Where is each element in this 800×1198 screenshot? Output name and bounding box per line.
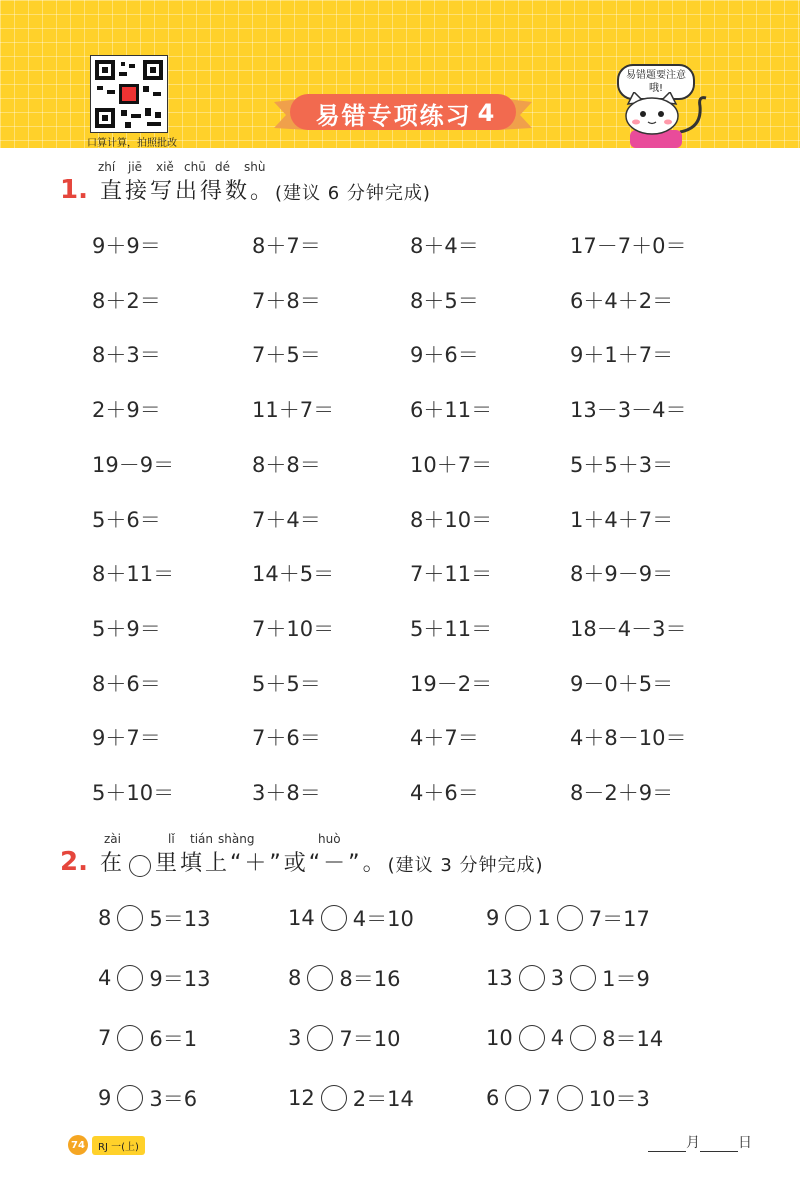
calc-problem: 1＋4＋7＝ bbox=[570, 507, 674, 532]
section-2-title bbox=[60, 846, 544, 877]
pinyin-tian: tián bbox=[190, 832, 213, 846]
section-1-title bbox=[60, 174, 431, 205]
fill-sign-problem bbox=[288, 1023, 400, 1053]
sign-blank-circle[interactable] bbox=[117, 965, 143, 991]
calc-problem: 8＋9－9＝ bbox=[570, 562, 674, 587]
pinyin-de: dé bbox=[215, 160, 230, 174]
calc-problem: 2＋9＝ bbox=[92, 398, 161, 423]
sign-blank-circle[interactable] bbox=[117, 1025, 143, 1051]
calc-problem: 4＋7＝ bbox=[410, 726, 479, 751]
calc-problem: 7＋8＝ bbox=[252, 288, 321, 313]
page-title-text: 易错专项练习 bbox=[315, 101, 472, 130]
problem-part: 5＝13 bbox=[149, 907, 211, 931]
sign-blank-circle[interactable] bbox=[321, 1085, 347, 1111]
sign-blank-circle[interactable] bbox=[519, 965, 545, 991]
problem-part: 13 bbox=[486, 966, 513, 990]
calc-problem: 5＋9＝ bbox=[92, 616, 161, 641]
pinyin-zhi: zhí bbox=[98, 160, 116, 174]
page-number: 74 bbox=[68, 1135, 88, 1155]
calc-problem: 5＋6＝ bbox=[92, 507, 161, 532]
fill-sign-problem bbox=[288, 963, 400, 993]
calc-problem: 8＋6＝ bbox=[92, 671, 161, 696]
sign-blank-circle[interactable] bbox=[557, 1085, 583, 1111]
calc-problem: 8＋11＝ bbox=[92, 562, 175, 587]
fill-sign-problem bbox=[486, 903, 650, 933]
calc-problem: 4＋6＝ bbox=[410, 781, 479, 805]
calc-problem: 18－4－3＝ bbox=[570, 616, 687, 641]
sign-blank-circle[interactable] bbox=[307, 965, 333, 991]
sign-blank-circle[interactable] bbox=[117, 1085, 143, 1111]
calc-problem: 7＋10＝ bbox=[252, 616, 335, 641]
pinyin-chu: chū bbox=[184, 160, 206, 174]
cat-mascot-icon bbox=[622, 92, 712, 148]
calc-problem: 9＋6＝ bbox=[410, 343, 479, 368]
day-blank[interactable] bbox=[700, 1137, 738, 1152]
pinyin-li: lǐ bbox=[168, 832, 175, 846]
section-2-instruction-a: 在 bbox=[99, 851, 125, 876]
sign-blank-circle[interactable] bbox=[557, 905, 583, 931]
calc-problem: 6＋4＋2＝ bbox=[570, 288, 674, 313]
problem-part: 7 bbox=[537, 1086, 551, 1110]
fill-sign-problem bbox=[98, 1083, 197, 1113]
problem-part: 10 bbox=[486, 1026, 513, 1050]
sign-blank-circle[interactable] bbox=[321, 905, 347, 931]
problem-part: 4 bbox=[550, 1026, 565, 1050]
section-1-number: 1. bbox=[60, 175, 88, 205]
pinyin-shu: shù bbox=[244, 160, 266, 174]
calc-problem: 5＋5＋3＝ bbox=[570, 452, 674, 477]
calc-problem: 7＋5＝ bbox=[252, 343, 321, 368]
pinyin-xie: xiě bbox=[156, 160, 174, 174]
problem-part: 7＝10 bbox=[339, 1027, 401, 1051]
pinyin-huo: huò bbox=[318, 832, 341, 846]
sign-blank-circle[interactable] bbox=[505, 1085, 531, 1111]
pinyin-zai: zài bbox=[104, 832, 121, 846]
sign-blank-circle[interactable] bbox=[570, 1025, 596, 1051]
qr-code-icon bbox=[90, 55, 168, 133]
calc-problem: 9－0＋5＝ bbox=[570, 671, 674, 696]
section-1-hint: (建议 6 分钟完成) bbox=[274, 183, 431, 204]
month-blank[interactable] bbox=[648, 1137, 686, 1152]
calc-problem: 9＋9＝ bbox=[92, 234, 161, 258]
calc-problem: 3＋8＝ bbox=[252, 781, 321, 805]
problem-part: 8 bbox=[288, 966, 302, 990]
calc-problem: 8＋5＝ bbox=[410, 288, 479, 313]
fill-sign-problem bbox=[288, 1083, 414, 1113]
fill-sign-problem bbox=[486, 1023, 663, 1053]
problem-part: 4 bbox=[98, 966, 112, 990]
calc-problem: 5＋5＝ bbox=[252, 671, 321, 696]
calc-problem: 8＋8＝ bbox=[252, 452, 321, 477]
pinyin-jie: jiē bbox=[128, 160, 143, 174]
problem-part: 8＝16 bbox=[339, 967, 401, 991]
problem-part: 7＝17 bbox=[588, 907, 650, 931]
section-2-instruction-b: 里填上“＋”或“－”。 bbox=[154, 851, 388, 876]
sign-blank-circle[interactable] bbox=[519, 1025, 545, 1051]
page-footer bbox=[68, 1136, 145, 1154]
problem-part: 9 bbox=[486, 906, 500, 930]
calc-problem: 8＋4＝ bbox=[410, 234, 479, 258]
sign-blank-circle[interactable] bbox=[117, 905, 143, 931]
problem-part: 9 bbox=[98, 1086, 112, 1110]
fill-sign-problem bbox=[98, 903, 210, 933]
calc-problem: 7＋4＝ bbox=[252, 507, 321, 532]
calc-problem: 5＋10＝ bbox=[92, 781, 175, 805]
calc-problem: 4＋8－10＝ bbox=[570, 726, 687, 751]
mascot-speech-bubble: 易错题要注意哦! bbox=[617, 64, 695, 100]
calc-problem: 8＋3＝ bbox=[92, 343, 161, 368]
problem-part: 3 bbox=[288, 1026, 302, 1050]
calc-problem: 11＋7＝ bbox=[252, 398, 335, 423]
calc-problem: 8＋10＝ bbox=[410, 507, 493, 532]
fill-sign-problem bbox=[486, 1083, 650, 1113]
problem-part: 2＝14 bbox=[352, 1087, 414, 1111]
calc-problem: 13－3－4＝ bbox=[570, 398, 687, 423]
calc-problem: 9＋7＝ bbox=[92, 726, 161, 751]
section-2-number: 2. bbox=[60, 847, 88, 877]
problem-part: 1＝9 bbox=[602, 967, 650, 991]
fill-sign-problem bbox=[98, 1023, 197, 1053]
calc-problem: 7＋11＝ bbox=[410, 562, 493, 587]
problem-part: 8 bbox=[98, 906, 112, 930]
calc-problem: 17－7＋0＝ bbox=[570, 234, 687, 258]
problem-part: 1 bbox=[537, 906, 551, 930]
problem-part: 3＝6 bbox=[149, 1087, 198, 1111]
section-2-hint: (建议 3 分钟完成) bbox=[387, 855, 544, 876]
problem-part: 6＝1 bbox=[149, 1027, 198, 1051]
calc-problem: 19－2＝ bbox=[410, 671, 493, 696]
calc-problem: 5＋11＝ bbox=[410, 616, 493, 641]
problem-part: 8＝14 bbox=[602, 1027, 664, 1051]
section-1-instruction: 直接写出得数。 bbox=[99, 179, 275, 204]
calc-problem: 9＋1＋7＝ bbox=[570, 343, 674, 368]
problem-part: 7 bbox=[98, 1026, 112, 1050]
day-label: 日 bbox=[738, 1135, 752, 1151]
page-title-number: 4 bbox=[477, 99, 497, 127]
edition-tag: RJ 一(上) bbox=[92, 1136, 145, 1155]
calc-problem: 8－2＋9＝ bbox=[570, 781, 674, 805]
fill-sign-problem bbox=[98, 963, 210, 993]
problem-part: 4＝10 bbox=[352, 907, 414, 931]
qr-caption: 口算计算，拍照批改 bbox=[87, 138, 177, 149]
circle-icon bbox=[129, 855, 151, 877]
calc-problem: 14＋5＝ bbox=[252, 562, 335, 587]
problem-part: 9＝13 bbox=[149, 967, 211, 991]
sign-blank-circle[interactable] bbox=[307, 1025, 333, 1051]
fill-sign-problem bbox=[288, 903, 414, 933]
calc-problem: 6＋11＝ bbox=[410, 398, 493, 423]
problem-part: 12 bbox=[288, 1086, 315, 1110]
page-title bbox=[286, 96, 526, 130]
sign-blank-circle[interactable] bbox=[505, 905, 531, 931]
problem-part: 10＝3 bbox=[588, 1087, 650, 1111]
calc-problem: 8＋2＝ bbox=[92, 288, 161, 313]
date-field bbox=[648, 1132, 752, 1152]
pinyin-shang: shàng bbox=[218, 832, 255, 846]
calc-problem: 7＋6＝ bbox=[252, 726, 321, 751]
month-label: 月 bbox=[686, 1135, 700, 1151]
problem-part: 3 bbox=[550, 966, 565, 990]
calc-problem: 19－9＝ bbox=[92, 452, 175, 477]
problem-part: 14 bbox=[288, 906, 315, 930]
calc-problem: 10＋7＝ bbox=[410, 452, 493, 477]
fill-sign-problem bbox=[486, 963, 650, 993]
calc-problem: 8＋7＝ bbox=[252, 234, 321, 258]
page-header bbox=[0, 0, 800, 148]
sign-blank-circle[interactable] bbox=[570, 965, 596, 991]
problem-part: 6 bbox=[486, 1086, 500, 1110]
